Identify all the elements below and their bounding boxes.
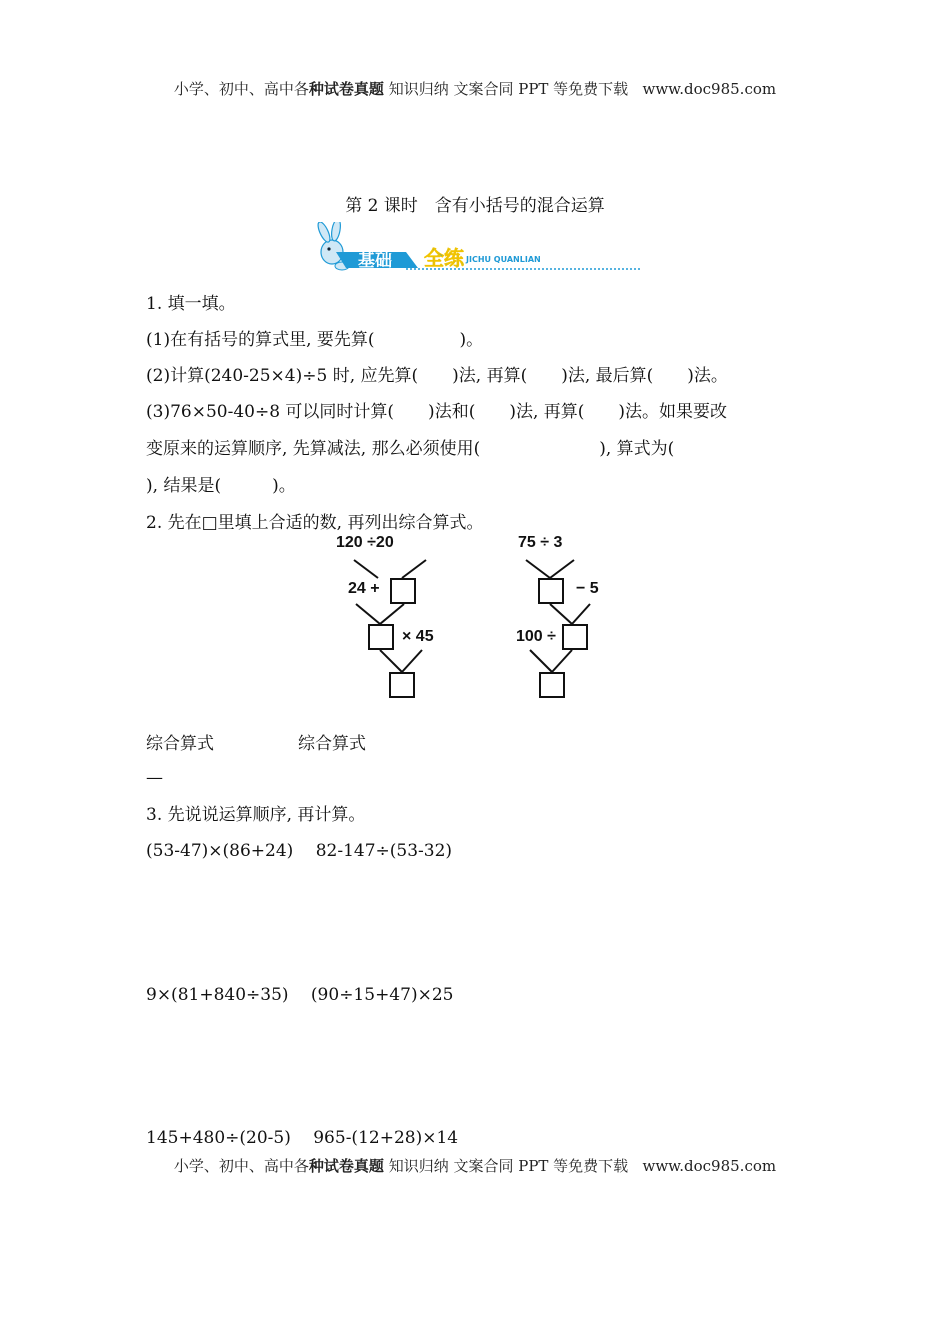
footer-text-1: 小学、初中、高中各 — [173, 1157, 309, 1175]
left-answer-box-1[interactable] — [390, 578, 416, 604]
banner-text-practice: 全练 — [424, 246, 464, 270]
q1-title: 1. 填一填。 — [146, 294, 236, 314]
right-low-label: 100 ÷ — [516, 628, 556, 645]
q2-left-diagram — [330, 532, 450, 707]
q2-title: 2. 先在□里填上合适的数, 再列出综合算式。 — [146, 513, 484, 533]
section-banner — [306, 222, 642, 274]
page-footer — [0, 1155, 950, 1176]
q3-row3: 145+480÷(20-5) 965-(12+28)×14 — [146, 1128, 459, 1148]
right-mid-label: − 5 — [576, 580, 599, 597]
header-url[interactable]: www.doc985.com — [642, 80, 777, 98]
right-answer-box-2[interactable] — [562, 624, 588, 650]
left-mid-label: 24 + — [348, 580, 380, 597]
q2-right-diagram — [510, 532, 630, 707]
banner-text-basic: 基础 — [358, 251, 392, 271]
right-answer-box-3[interactable] — [539, 672, 565, 698]
q1-sub3-line2: 变原来的运算顺序, 先算减法, 那么必须使用( ), 算式为( — [146, 439, 675, 459]
page-header — [0, 78, 950, 99]
footer-url[interactable]: www.doc985.com — [642, 1157, 777, 1175]
left-answer-box-3[interactable] — [389, 672, 415, 698]
q2-formula-label-right: 综合算式 — [298, 734, 366, 754]
right-connector-lines — [510, 532, 630, 707]
rabbit-icon — [306, 222, 642, 274]
right-top-expression: 75 ÷ 3 — [518, 534, 563, 551]
banner-text-english: JICHU QUANLIAN — [466, 255, 541, 264]
footer-text-bold: 种试卷真题 — [308, 1157, 384, 1175]
q1-sub1: (1)在有括号的算式里, 要先算( )。 — [146, 330, 484, 350]
q1-sub3-line3: ), 结果是( )。 — [146, 476, 296, 496]
header-text-1: 小学、初中、高中各 — [173, 80, 309, 98]
q3-row2: 9×(81+840÷35) (90÷15+47)×25 — [146, 985, 454, 1005]
q1-sub3-line1: (3)76×50-40÷8 可以同时计算( )法和( )法, 再算( )法。如果要改 — [146, 402, 728, 422]
lesson-title: 第 2 课时 含有小括号的混合运算 — [345, 196, 605, 216]
q1-sub2: (2)计算(240-25×4)÷5 时, 应先算( )法, 再算( )法, 最后算( )法。 — [146, 366, 728, 386]
q2-dash: — — [146, 768, 163, 788]
q3-row1: (53-47)×(86+24) 82-147÷(53-32) — [146, 841, 453, 861]
q3-title: 3. 先说说运算顺序, 再计算。 — [146, 805, 366, 825]
left-answer-box-2[interactable] — [368, 624, 394, 650]
header-text-2: 知识归纳 文案合同 PPT 等免费下载 — [383, 80, 629, 98]
q2-formula-label-left: 综合算式 — [146, 734, 214, 754]
left-top-expression: 120 ÷20 — [336, 534, 394, 551]
left-low-label: × 45 — [402, 628, 434, 645]
footer-text-2: 知识归纳 文案合同 PPT 等免费下载 — [383, 1157, 629, 1175]
right-answer-box-1[interactable] — [538, 578, 564, 604]
header-text-bold: 种试卷真题 — [308, 80, 384, 98]
